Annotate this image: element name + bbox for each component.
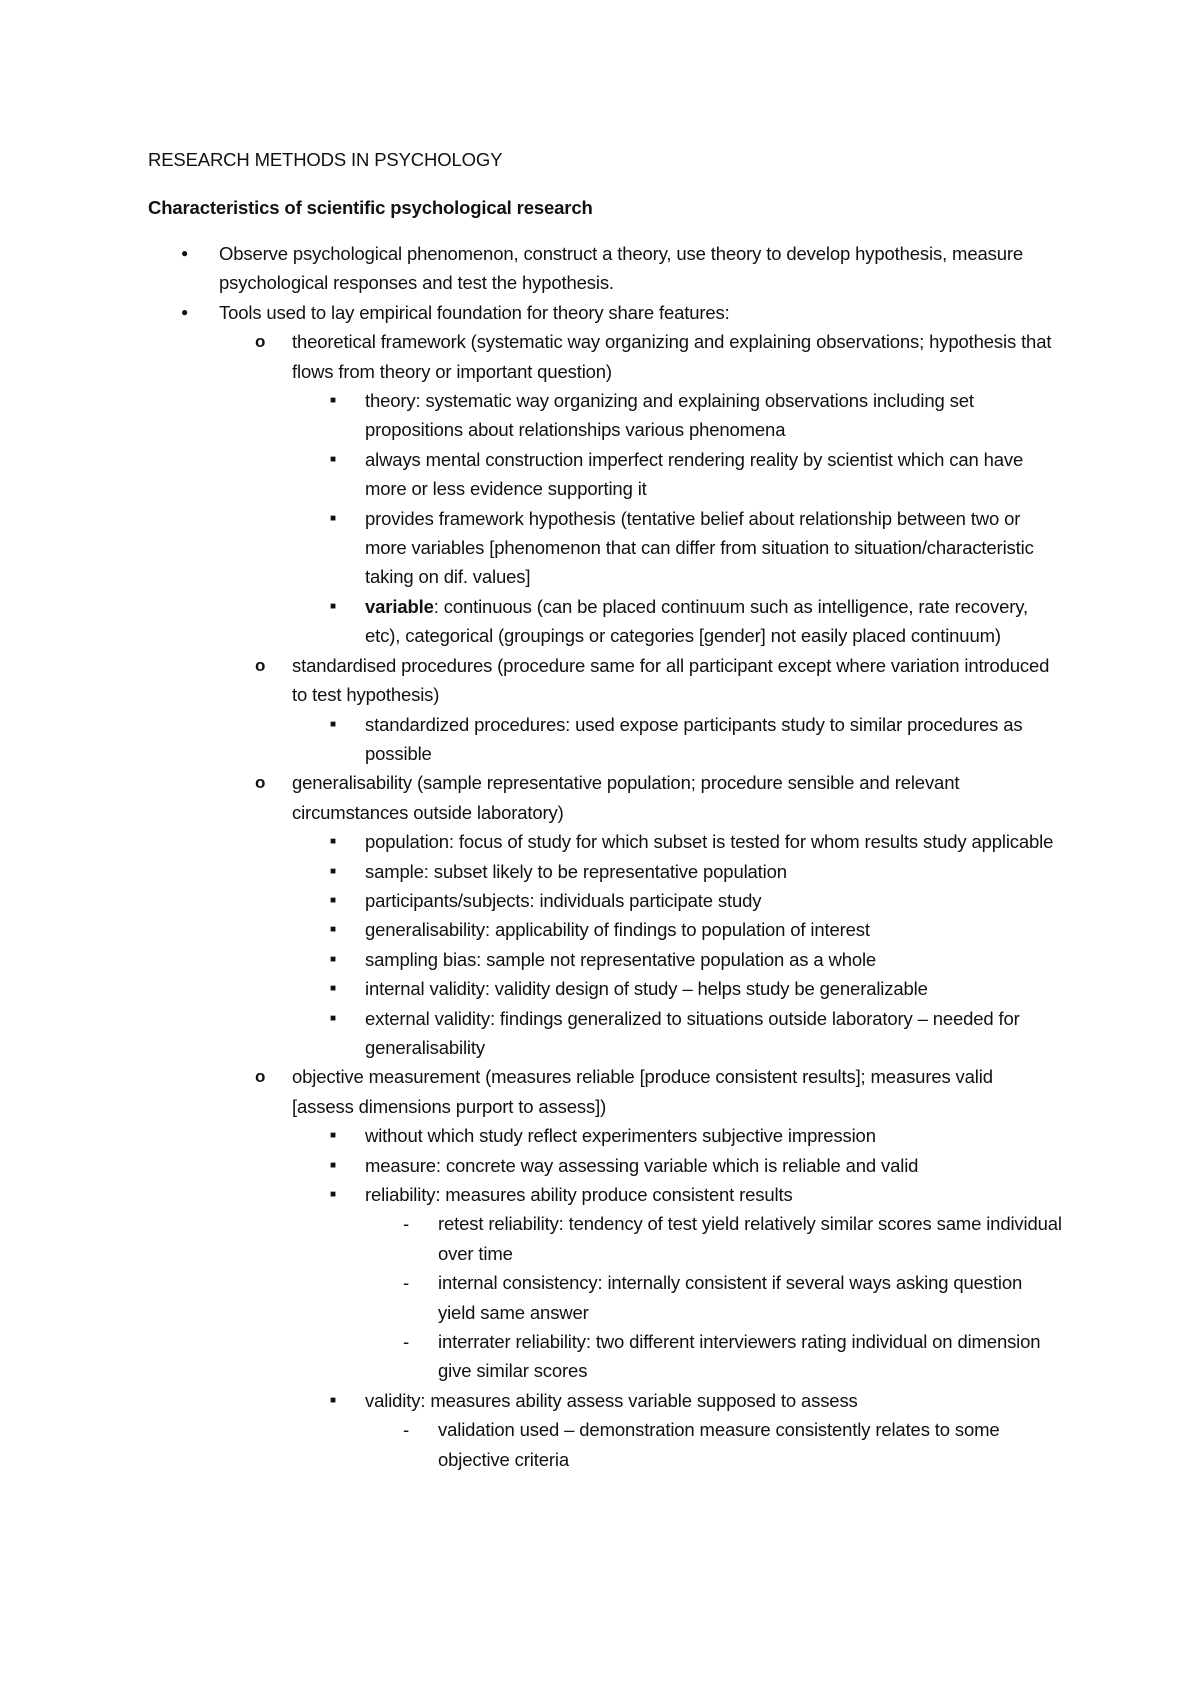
list-item: ■ population: focus of study for which subset is tested for whom results study applicable <box>0 827 1065 856</box>
list-item: ■ measure: concrete way assessing variable which is reliable and valid <box>0 1151 1065 1180</box>
dash-bullet-icon: - <box>403 1213 410 1235</box>
square-bullet-icon: ■ <box>330 1012 336 1024</box>
square-bullet-icon: ■ <box>330 1394 336 1406</box>
list-item: ■ standardized procedures: used expose participants study to similar procedures as possible <box>0 710 1065 769</box>
list-item: ■ participants/subjects: individuals participate study <box>0 886 1065 915</box>
square-bullet-icon: ■ <box>330 512 336 524</box>
square-bullet-icon: ■ <box>330 718 336 730</box>
list-item: ■ reliability: measures ability produce consistent results <box>0 1180 1065 1209</box>
list-item: ■ without which study reflect experimenters subjective impression <box>0 1121 1065 1150</box>
list-item: ■ variable: continuous (can be placed continuum such as intelligence, rate recovery, etc), categorical (groupings or categories [gender] not easily placed continuum) <box>0 592 1065 651</box>
dash-bullet-icon: - <box>403 1331 410 1353</box>
list-item: ■ always mental construction imperfect rendering reality by scientist which can have more or less evidence supporting it <box>0 445 1065 504</box>
list-item: ■ provides framework hypothesis (tentative belief about relationship between two or more variables [phenomenon that can differ from situation to situation/characteristic taking on dif. values] <box>0 504 1065 592</box>
circle-bullet-icon: o <box>255 655 266 675</box>
list-item: ■ generalisability: applicability of findings to population of interest <box>0 915 1065 944</box>
circle-bullet-icon: o <box>255 773 266 793</box>
square-bullet-icon: ■ <box>330 924 336 936</box>
list-item: ■ sample: subset likely to be representative population <box>0 857 1065 886</box>
square-bullet-icon: ■ <box>330 894 336 906</box>
list-item: ■ external validity: findings generalized to situations outside laboratory – needed for generalisability <box>0 1004 1065 1063</box>
list-item: ■ theory: systematic way organizing and explaining observations including set propositions about relationships various phenomena <box>0 386 1065 445</box>
circle-bullet-icon: o <box>255 1067 266 1087</box>
dash-bullet-icon: - <box>403 1272 410 1294</box>
list-item: - validation used – demonstration measure consistently relates to some objective criteria <box>0 1415 1064 1474</box>
list-item: ■ internal validity: validity design of study – helps study be generalizable <box>0 974 1065 1003</box>
list-item: ■ validity: measures ability assess variable supposed to assess <box>0 1386 1065 1415</box>
bullet-icon: ● <box>181 246 189 260</box>
list-item: o objective measurement (measures reliable [produce consistent results]; measures valid [assess dimensions purport to assess]) <box>0 1062 1059 1121</box>
square-bullet-icon: ■ <box>330 395 336 407</box>
dash-bullet-icon: - <box>403 1419 410 1441</box>
square-bullet-icon: ■ <box>330 836 336 848</box>
bullet-icon: ● <box>181 304 189 319</box>
square-bullet-icon: ■ <box>330 953 336 965</box>
list-item: - retest reliability: tendency of test yield relatively similar scores same individual over time <box>0 1209 1064 1268</box>
document-title: RESEARCH METHODS IN PSYCHOLOGY <box>148 149 503 170</box>
square-bullet-icon: ■ <box>330 600 336 612</box>
square-bullet-icon: ■ <box>330 1130 336 1142</box>
list-item: ● Observe psychological phenomenon, construct a theory, use theory to develop hypothesis, measure psychological responses and test the hypothesis. <box>0 239 1059 298</box>
notes-list <box>0 239 1200 1474</box>
list-item: - interrater reliability: two different interviewers rating individual on dimension give similar scores <box>0 1327 1064 1386</box>
list-item: o theoretical framework (systematic way organizing and explaining observations; hypothesis that flows from theory or important question) <box>0 327 1059 386</box>
list-item: - internal consistency: internally consistent if several ways asking question yield same answer <box>0 1268 1064 1327</box>
square-bullet-icon: ■ <box>330 865 336 877</box>
list-item: o standardised procedures (procedure same for all participant except where variation introduced to test hypothesis) <box>0 651 1059 710</box>
square-bullet-icon: ■ <box>330 983 336 995</box>
circle-bullet-icon: o <box>255 332 266 352</box>
list-item: ■ sampling bias: sample not representative population as a whole <box>0 945 1065 974</box>
square-bullet-icon: ■ <box>330 453 336 465</box>
list-item: ● Tools used to lay empirical foundation for theory share features: <box>0 298 1059 327</box>
term-variable: variable <box>365 595 434 617</box>
square-bullet-icon: ■ <box>330 1159 336 1171</box>
list-item: o generalisability (sample representative population; procedure sensible and relevant circumstances outside laboratory) <box>0 768 1059 827</box>
square-bullet-icon: ■ <box>330 1189 336 1200</box>
section-heading: Characteristics of scientific psychological research <box>148 197 593 218</box>
